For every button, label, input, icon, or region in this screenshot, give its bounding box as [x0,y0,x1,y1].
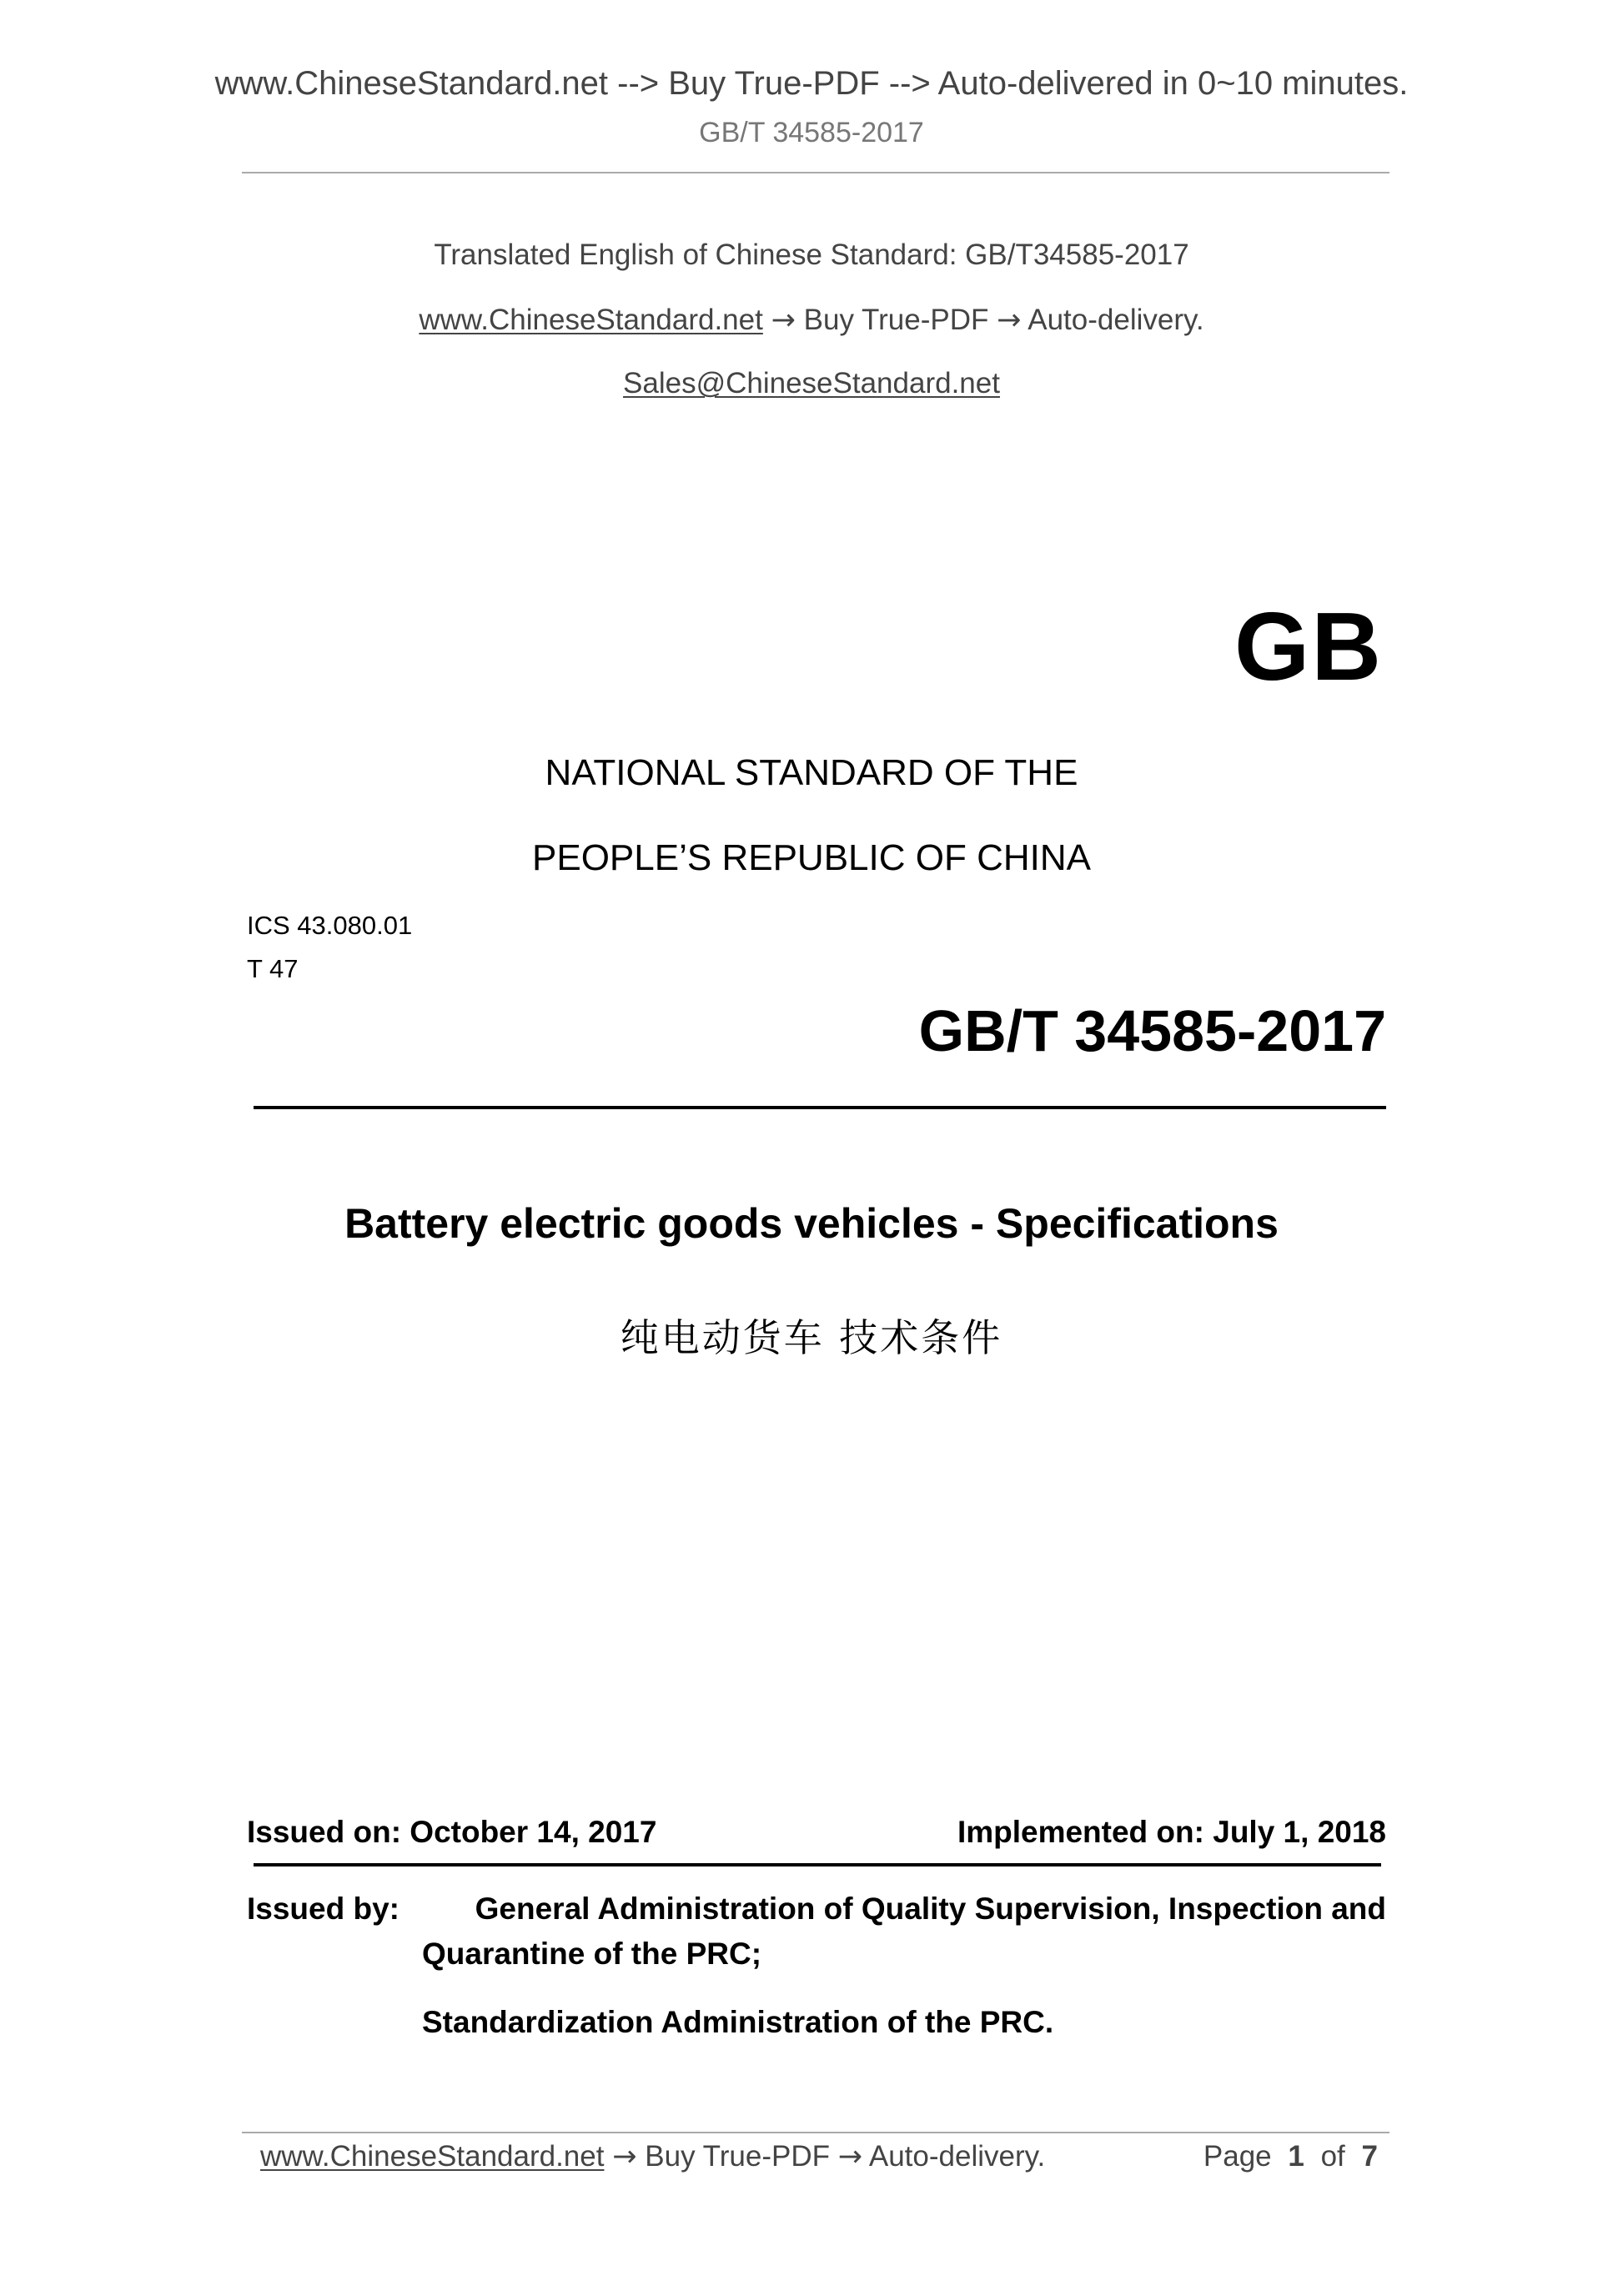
issued-on: Issued on: October 14, 2017 [247,1815,657,1849]
arrow-right-icon: → [997,304,1022,337]
header-top-line: www.ChineseStandard.net --> Buy True-PDF --> Auto-delivered in 0~10 minutes. [214,65,1409,102]
translation-link-line [0,304,1623,337]
footer-divider [242,2132,1389,2133]
issued-by-line1: General Administration of Quality Supervision, Inspection and [475,1892,1386,1926]
footer-site-link[interactable]: www.ChineseStandard.net [260,2140,605,2173]
auto-delivery-text: Auto-delivery. [1028,304,1204,336]
national-standard-line2: PEOPLE’S REPUBLIC OF CHINA [532,837,1091,878]
page-total: 7 [1361,2140,1378,2173]
email-line [0,367,1623,400]
issued-by-line3: Standardization Administration of the PRC. [422,2005,1054,2039]
footer-link-line [260,2140,1045,2173]
header-standard-code: GB/T 34585-2017 [699,117,924,148]
gb-mark: GB [1234,592,1383,701]
standard-number: GB/T 34585-2017 [918,998,1386,1063]
standard-number-rule [254,1106,1386,1109]
page-of-label: of [1320,2140,1345,2173]
issued-by-label: Issued by: [247,1892,399,1926]
t-code: T 47 [247,954,299,983]
ics-code: ICS 43.080.01 [247,911,413,940]
header-divider [242,172,1389,173]
page-number: 1 [1288,2140,1304,2173]
site-link[interactable]: www.ChineseStandard.net [419,304,763,336]
footer-buy-text: Buy True-PDF [645,2140,830,2173]
title-chinese: 纯电动货车 技术条件 [620,1315,1003,1360]
buy-true-pdf-text: Buy True-PDF [803,304,989,336]
translation-title: Translated English of Chinese Standard: GB/T34585-2017 [434,239,1189,271]
arrow-right-icon: → [837,2140,863,2173]
page-label: Page [1203,2140,1272,2173]
page-indicator [1084,2140,1378,2173]
footer-auto-text: Auto-delivery. [868,2140,1046,2173]
issued-by-line2: Quarantine of the PRC; [422,1937,762,1971]
national-standard-line1: NATIONAL STANDARD OF THE [545,752,1078,793]
issue-divider [254,1863,1381,1866]
arrow-right-icon: → [771,304,796,337]
implemented-on: Implemented on: July 1, 2018 [957,1815,1386,1849]
arrow-right-icon: → [612,2140,637,2173]
email-link[interactable]: Sales@ChineseStandard.net [623,367,1000,399]
title-english: Battery electric goods vehicles - Specifications [344,1200,1279,1247]
